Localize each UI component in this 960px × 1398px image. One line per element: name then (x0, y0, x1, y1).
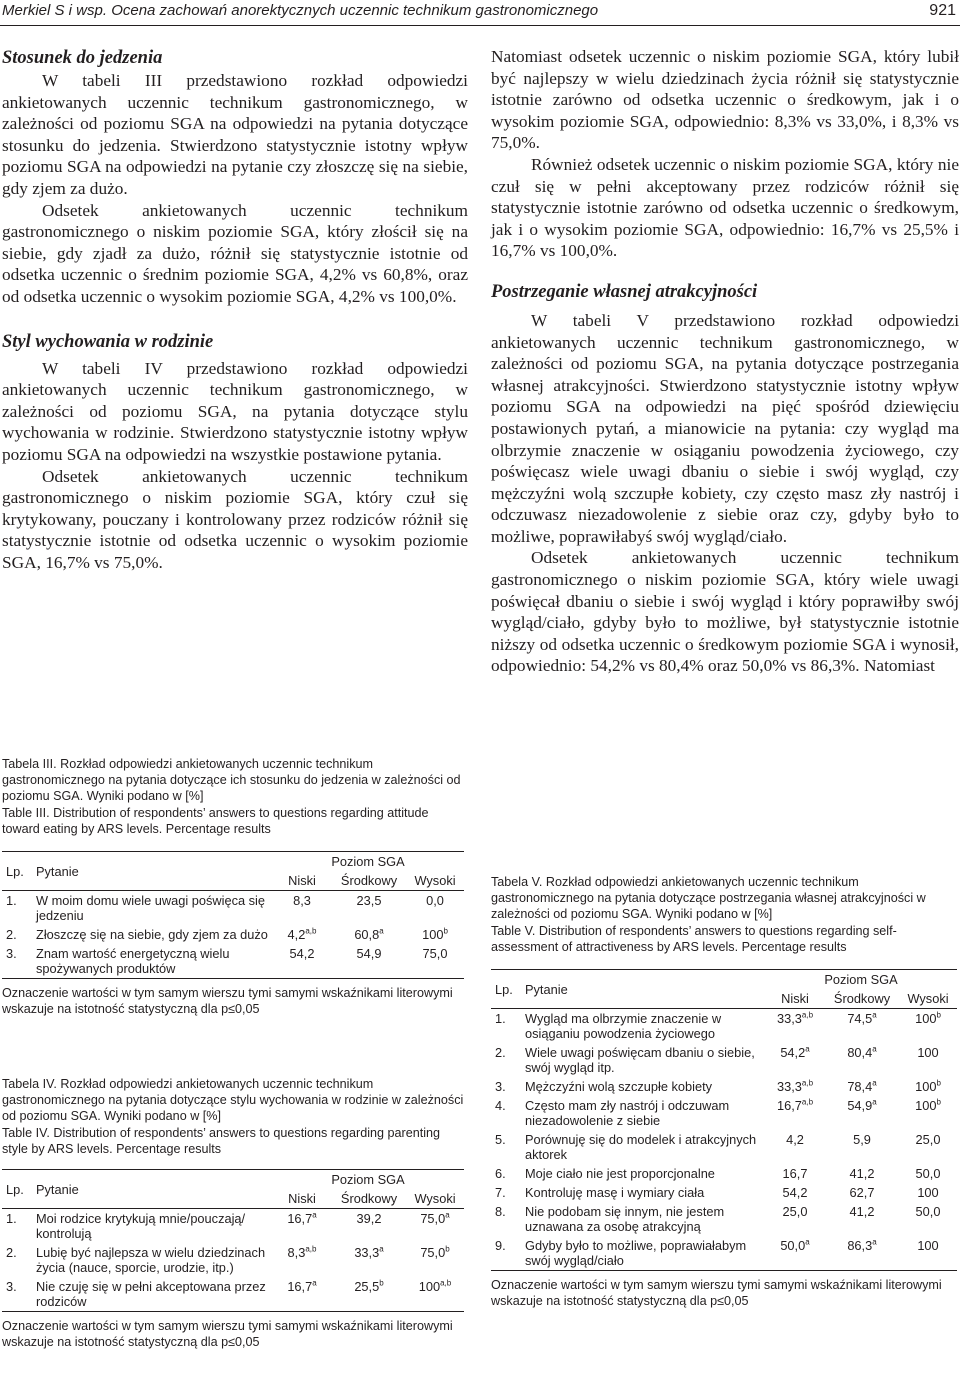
cell-question: Wiele uwagi poświęcam dbaniu o siebie, swój wygląd itp. (525, 1045, 755, 1076)
cell-niski: 54,2$^a$ (780, 1044, 810, 1061)
cell-srodkowy: 33,3$^a$ (354, 1244, 384, 1261)
cell-lp: 8. (495, 1204, 506, 1220)
cell-wysoki: 75,0$^a$ (420, 1210, 450, 1227)
paragraph: Odsetek ankietowanych uczennic technikum gastronomicznego o niskim poziomie SGA, który złościł się na siebie, gdy zjadł za dużo, różnił się statystycznie istotnie od odsetka uczennic o średnim poziomie SGA, 4,2% vs 60,8%, oraz od odsetka uczennic o wysokim poziomie SGA, 4,2% vs 100,0%. (2, 200, 468, 306)
cell-question: Moi rodzice krytykują mnie/pouczają/ kontrolują (36, 1211, 246, 1242)
cell-niski: 8,3$^{a,b}$ (287, 1244, 317, 1261)
table-4-block (2, 1076, 464, 1350)
cell-srodkowy: 54,9 (332, 944, 406, 979)
cell-lp: 2. (495, 1045, 506, 1061)
col-group-sga: Poziom SGA (272, 1170, 464, 1190)
table-3-caption (2, 756, 464, 837)
caption-en: Table III. Distribution of respondents’ answers to questions regarding attitude toward eating by ARS levels. Percentage results (2, 805, 429, 836)
cell-lp: 1. (6, 1211, 17, 1227)
cell-niski: 4,2 (786, 1132, 804, 1148)
right-column (491, 46, 959, 677)
right-body-2 (491, 310, 959, 677)
header-rule (0, 25, 960, 26)
table-3-note: Oznaczenie wartości w tym samym wierszu tymi samymi wskaźnikami literowymi wskazuje na istotność statystyczną dla p≤0,05 (2, 986, 453, 1017)
col-lp: Lp. (2, 1170, 32, 1209)
section-heading-parenting: Styl wychowania w rodzinie (2, 331, 214, 352)
cell-srodkowy: 39,2 (356, 1211, 382, 1227)
table-row (2, 891, 464, 926)
cell-wysoki: 100$^b$ (915, 1010, 941, 1027)
cell-niski: 25,0 (782, 1204, 808, 1220)
table-4-caption (2, 1076, 464, 1157)
cell-lp: 2. (6, 1245, 17, 1261)
table-row (491, 1096, 957, 1130)
paragraph: W tabeli III przedstawiono rozkład odpowiedzi ankietowanych uczennic technikum gastronomicznego, w zależności od poziomu SGA na odpowiedzi na pytania dotyczące stosunku do jedzenia. Stwierdzono statystycznie istotny wpływ poziomu SGA na odpowiedzi na pytanie czy złoszczę się na siebie, gdy zjem za dużo. (2, 71, 468, 198)
cell-question: Nie czuję się w pełni akceptowana przez rodziców (32, 1277, 272, 1312)
table-4-note: Oznaczenie wartości w tym samym wierszu tymi samymi wskaźnikami literowymi wskazuje na istotność statystyczną dla p≤0,05 (2, 1319, 453, 1350)
section-heading-food: Stosunek do jedzenia (2, 48, 163, 68)
cell-srodkowy: 23,5 (356, 893, 382, 909)
cell-niski: 54,2 (272, 944, 332, 979)
col-wysoki: Wysoki (406, 1189, 464, 1209)
table-row (2, 1243, 464, 1277)
cell-srodkowy: 62,7 (849, 1185, 875, 1201)
cell-niski: 8,3 (293, 893, 311, 909)
section-heading-attractiveness: Postrzeganie własnej atrakcyjności (491, 281, 758, 302)
cell-niski: 16,7$^{a,b}$ (776, 1097, 814, 1114)
table-5-note: Oznaczenie wartości w tym samym wierszu tymi samymi wskaźnikami literowymi wskazuje na istotność statystyczną dla p≤0,05 (491, 1278, 942, 1309)
col-question: Pytanie (521, 970, 765, 1009)
col-lp: Lp. (491, 970, 521, 1009)
col-srodkowy: Środkowy (332, 1189, 406, 1209)
caption-pl: Tabela III. Rozkład odpowiedzi ankietowanych uczennic technikum gastronomicznego na pytania dotyczące ich stosunku do jedzenia w zależności od poziomu SGA. Wyniki podano w [%] (2, 757, 461, 804)
cell-lp: 3. (2, 944, 32, 979)
caption-en: Table V. Distribution of respondents’ answers to questions regarding self-assessment of attractiveness by ARS levels. Percentage results (491, 923, 897, 954)
table-3-block (2, 756, 464, 1017)
cell-niski: 16,7$^a$ (272, 1277, 332, 1312)
cell-question: Lubię być najlepsza w wielu dziedzinach życia (nauce, sporcie, urodzie, itp.) (36, 1245, 266, 1276)
table-3 (2, 851, 464, 979)
paragraph: Odsetek ankietowanych uczennic technikum gastronomicznego o niskim poziomie SGA, który czuł się krytykowany, pouczany i kontrolowany przez rodziców różnił się statystycznie istotnie od odsetka uczennic o wysokim poziomie SGA, 16,7% vs 75,0%. (2, 466, 468, 572)
left-column (2, 46, 468, 573)
cell-wysoki: 75,0 (406, 944, 464, 979)
col-niski: Niski (272, 1189, 332, 1209)
left-body-2 (2, 358, 468, 574)
cell-wysoki: 75,0$^b$ (420, 1244, 450, 1261)
cell-question: Porównuję się do modelek i atrakcyjnych aktorek (525, 1132, 757, 1163)
col-niski: Niski (272, 871, 332, 891)
cell-wysoki: 100$^{a,b}$ (406, 1277, 464, 1312)
cell-wysoki: 0,0 (426, 893, 444, 909)
col-srodkowy: Środkowy (825, 989, 899, 1009)
cell-lp: 9. (491, 1236, 521, 1271)
cell-question: W moim domu wiele uwagi poświęca się jedzeniu (36, 893, 266, 924)
table-row (491, 1077, 957, 1096)
cell-niski: 33,3$^{a,b}$ (776, 1010, 814, 1027)
cell-niski: 33,3$^{a,b}$ (776, 1078, 814, 1095)
cell-niski: 16,7$^a$ (287, 1210, 317, 1227)
cell-srodkowy: 74,5$^a$ (847, 1010, 877, 1027)
table-row (491, 1009, 957, 1044)
cell-question: Często mam zły nastrój i odczuwam niezadowolenie z siebie (525, 1098, 730, 1129)
cell-wysoki: 100 (899, 1236, 957, 1271)
cell-srodkowy: 86,3$^a$ (825, 1236, 899, 1271)
cell-question: Złoszczę się na siebie, gdy zjem za dużo (36, 927, 268, 943)
col-wysoki: Wysoki (406, 871, 464, 891)
col-niski: Niski (765, 989, 825, 1009)
table-row (491, 1164, 957, 1183)
cell-wysoki: 100$^b$ (915, 1078, 941, 1095)
cell-lp: 2. (6, 927, 17, 943)
col-question: Pytanie (32, 1170, 272, 1209)
cell-niski: 4,2$^{a,b}$ (287, 926, 317, 943)
cell-wysoki: 100$^b$ (915, 1097, 941, 1114)
cell-question: Nie podobam się innym, nie jestem uznawana za osobę atrakcyjną (525, 1204, 725, 1235)
paragraph: W tabeli V przedstawiono rozkład odpowiedzi ankietowanych uczennic technikum gastronomicznego, w zależności od poziomu SGA, na pytania dotyczące postrzegania własnej atrakcyjności. Stwierdzono statystycznie istotny wpływ poziomu SGA na odpowiedzi na pięć spośród dziewięciu postawionych pytań, a mianowicie na pytania: czy wygląd ma olbrzymie znaczenie w osiąganiu powodzenia życiowego, czy poświęcasz wiele uwagi dbaniu o siebie i swój wygląd, czy mężczyźni wolą szczupłe kobiety, czy często masz zły nastrój i odczuwasz niezadowolenie z siebie oraz czy, gdyby było to możliwe, poprawiłabyś swój wygląd/ciało. (491, 310, 959, 546)
cell-wysoki: 100 (917, 1045, 939, 1061)
table-row (2, 1209, 464, 1244)
cell-question: Znam wartość energetyczną wielu spożywanych produktów (32, 944, 272, 979)
cell-lp: 4. (495, 1098, 506, 1114)
cell-srodkowy: 60,8$^a$ (354, 926, 384, 943)
col-wysoki: Wysoki (899, 989, 957, 1009)
cell-question: Wygląd ma olbrzymie znaczenie w osiąganiu powodzenia życiowego (525, 1011, 722, 1042)
table-row (491, 1183, 957, 1202)
cell-wysoki: 100 (917, 1185, 939, 1201)
paragraph: Natomiast odsetek uczennic o niskim poziomie SGA, który lubił być najlepszy w wielu dziedzinach życia różnił się statystycznie istotnie zarówno od odsetka uczennic o średkowym, jak i o wysokim poziomie SGA, odpowiednio: 8,3% vs 33,0%, i 8,3% vs 75,0%. (491, 47, 959, 153)
cell-wysoki: 50,0 (915, 1204, 941, 1220)
page-number: 921 (929, 2, 956, 19)
cell-lp: 3. (2, 1277, 32, 1312)
cell-lp: 7. (495, 1185, 506, 1201)
col-group-sga: Poziom SGA (272, 852, 464, 872)
cell-srodkowy: 54,9$^a$ (847, 1097, 877, 1114)
col-group-sga: Poziom SGA (765, 970, 957, 990)
cell-niski: 16,7 (782, 1166, 808, 1182)
cell-question: Gdyby było to możliwe, poprawiałabym swój wygląd/ciało (521, 1236, 765, 1271)
table-4 (2, 1169, 464, 1312)
caption-pl: Tabela V. Rozkład odpowiedzi ankietowanych uczennic technikum gastronomicznego na pytania dotyczące postrzegania własnej atrakcyjności w zależności od poziomu SGA. Wyniki podano w [%] (491, 875, 926, 922)
table-row (2, 1277, 464, 1312)
cell-question: Mężczyźni wolą szczupłe kobiety (525, 1079, 713, 1095)
table-5 (491, 969, 957, 1271)
table-row (2, 925, 464, 944)
caption-pl: Tabela IV. Rozkład odpowiedzi ankietowanych uczennic technikum gastronomicznego na pytania dotyczące stylu wychowania w rodzinie w zależności od poziomu SGA. Wyniki podano w [%] (2, 1077, 464, 1124)
cell-lp: 5. (495, 1132, 506, 1148)
cell-lp: 6. (495, 1166, 506, 1182)
table-row (491, 1043, 957, 1077)
col-question: Pytanie (32, 852, 272, 891)
left-body (2, 70, 468, 308)
table-row (491, 1236, 957, 1271)
col-srodkowy: Środkowy (332, 871, 406, 891)
table-5-block (491, 874, 957, 1309)
cell-wysoki: 50,0 (915, 1166, 941, 1182)
header-citation: Merkiel S i wsp. Ocena zachowań anorektycznych uczennic technikum gastronomicznego (2, 2, 599, 19)
cell-srodkowy: 41,2 (849, 1166, 875, 1182)
cell-lp: 1. (6, 893, 17, 909)
right-body (491, 46, 959, 262)
paragraph: Również odsetek uczennic o niskim poziomie SGA, który nie czuł się w pełni akceptowany przez rodziców różnił się statystycznie istotnie zarówno od odsetka uczennic o średkowym, jak i o wysokim poziomie SGA, odpowiednio: 16,7% vs 25,5% i 16,7% vs 100,0%. (491, 154, 959, 261)
paragraph: W tabeli IV przedstawiono rozkład odpowiedzi ankietowanych uczennic technikum gastronomicznego, w zależności od poziomu SGA, na pytania dotyczące stylu wychowania w rodzinie. Stwierdzono statystycznie istotny wpływ poziomu SGA na odpowiedzi na wszystkie postawione pytania. (2, 358, 468, 464)
cell-lp: 3. (495, 1079, 506, 1095)
cell-question: Moje ciało nie jest proporcjonalne (525, 1166, 715, 1182)
cell-srodkowy: 78,4$^a$ (847, 1078, 877, 1095)
table-row (491, 1202, 957, 1236)
caption-en: Table IV. Distribution of respondents’ answers to questions regarding parenting style by ARS levels. Percentage results (2, 1125, 441, 1156)
col-lp: Lp. (2, 852, 32, 891)
cell-srodkowy: 25,5$^b$ (332, 1277, 406, 1312)
paragraph: Odsetek ankietowanych uczennic technikum gastronomicznego o niskim poziomie SGA, który wiele uwagi poświęcał dbaniu o siebie i swój wygląd i który poprawiłby swój wygląd/ciało, gdyby było to możliwe, był statystycznie istotnie niższy od odsetka uczennic o średkowym poziomie SGA i wynosił, odpowiednio: 54,2% vs 80,4% oraz 50,0% vs 86,3%. Natomiast (491, 548, 959, 676)
cell-question: Kontroluję masę i wymiary ciała (525, 1185, 705, 1201)
table-row (491, 1130, 957, 1164)
table-5-caption (491, 874, 957, 955)
cell-lp: 1. (495, 1011, 506, 1027)
cell-wysoki: 100$^b$ (422, 926, 448, 943)
cell-niski: 50,0$^a$ (765, 1236, 825, 1271)
table-row (2, 944, 464, 979)
cell-srodkowy: 80,4$^a$ (847, 1044, 877, 1061)
cell-wysoki: 25,0 (915, 1132, 941, 1148)
cell-niski: 54,2 (782, 1185, 808, 1201)
cell-srodkowy: 5,9 (853, 1132, 871, 1148)
cell-srodkowy: 41,2 (849, 1204, 875, 1220)
